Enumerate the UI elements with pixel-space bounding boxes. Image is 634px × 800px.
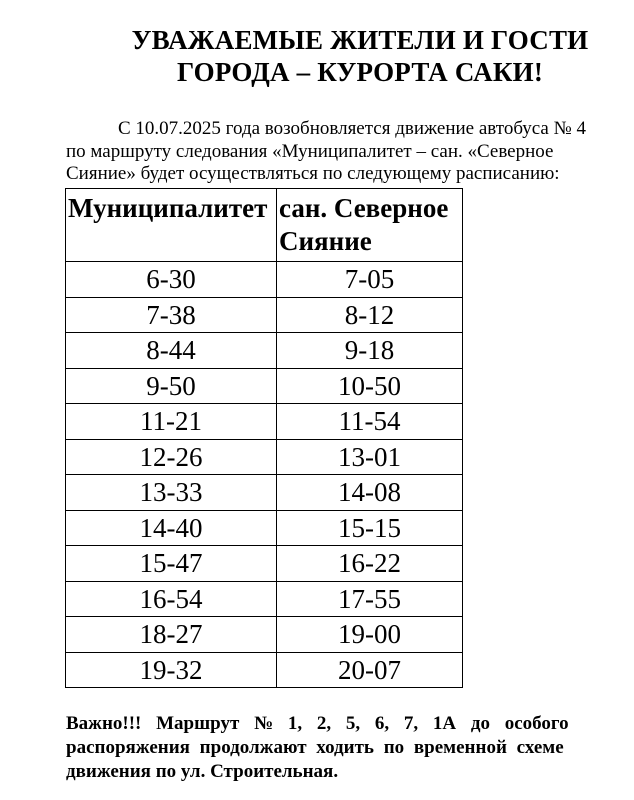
departure-sanatorium: 20-07 [277,652,463,688]
notice-line-2: распоряжения продолжают ходить по временной схеме [66,737,564,758]
title-line-1: УВАЖАЕМЫЕ ЖИТЕЛИ И ГОСТИ [131,25,589,55]
intro-paragraph [66,118,634,186]
table-row [66,652,463,688]
table-row [66,262,463,298]
table-row [66,546,463,582]
page-title [0,24,634,88]
departure-municipality: 8-44 [66,333,277,369]
important-notice [66,712,634,784]
departure-sanatorium: 9-18 [277,333,463,369]
departure-municipality: 9-50 [66,368,277,404]
table-row [66,475,463,511]
departure-municipality: 18-27 [66,617,277,653]
departure-municipality: 11-21 [66,404,277,440]
departure-sanatorium: 19-00 [277,617,463,653]
departure-municipality: 16-54 [66,581,277,617]
schedule-table [65,188,463,688]
departure-sanatorium: 7-05 [277,262,463,298]
table-row [66,510,463,546]
departure-sanatorium: 14-08 [277,475,463,511]
departure-municipality: 14-40 [66,510,277,546]
departure-sanatorium: 17-55 [277,581,463,617]
departure-municipality: 12-26 [66,439,277,475]
departure-sanatorium: 11-54 [277,404,463,440]
table-row [66,617,463,653]
title-line-2: ГОРОДА – КУРОРТА САКИ! [176,57,544,87]
departure-sanatorium: 10-50 [277,368,463,404]
departure-municipality: 13-33 [66,475,277,511]
schedule-header-row [66,189,463,262]
header-municipality: Муниципалитет [66,189,277,262]
intro-line-3: Сияние» будет осуществляться по следующему расписанию: [66,163,560,184]
intro-line-2: по маршруту следования «Муниципалитет – сан. «Северное [66,140,554,162]
notice-line-1: Важно!!! Маршрут № 1, 2, 5, 6, 7, 1А до особого [66,713,569,734]
departure-municipality: 6-30 [66,262,277,298]
table-row [66,333,463,369]
intro-line-1: С 10.07.2025 года возобновляется движение автобуса № 4 [118,118,586,139]
departure-sanatorium: 16-22 [277,546,463,582]
table-row [66,404,463,440]
departure-municipality: 19-32 [66,652,277,688]
departure-sanatorium: 13-01 [277,439,463,475]
table-row [66,581,463,617]
departure-sanatorium: 15-15 [277,510,463,546]
header-sanatorium-line-2: Сияние [279,226,372,256]
departure-municipality: 15-47 [66,546,277,582]
table-row [66,439,463,475]
header-sanatorium [277,189,463,262]
departure-sanatorium: 8-12 [277,297,463,333]
notice-line-3: движения по ул. Строительная. [66,761,339,782]
table-row [66,368,463,404]
table-row [66,297,463,333]
departure-municipality: 7-38 [66,297,277,333]
header-sanatorium-line-1: сан. Северное [279,193,449,223]
